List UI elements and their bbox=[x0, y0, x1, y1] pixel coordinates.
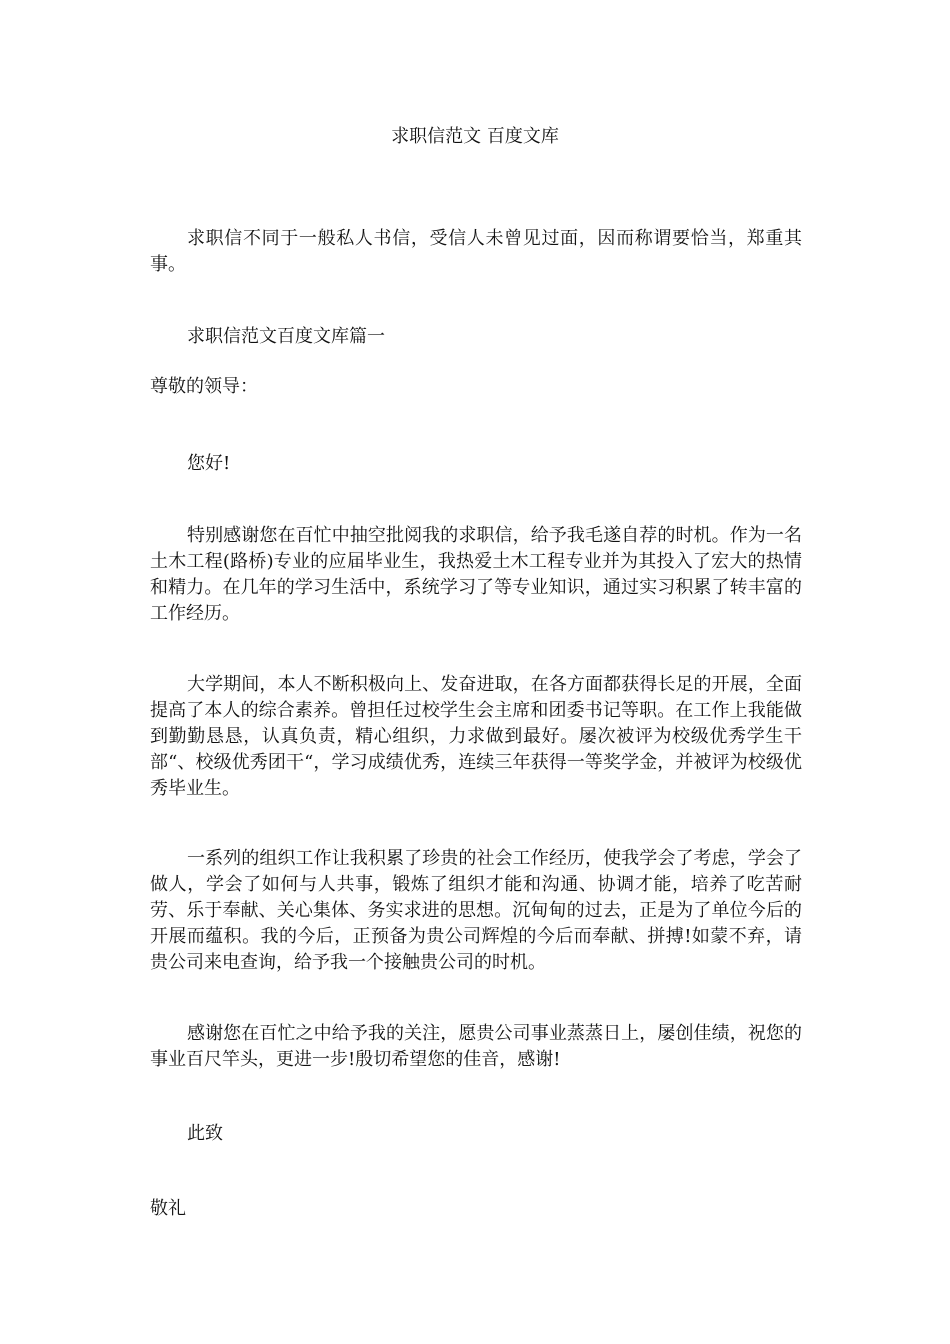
closing-line-2: 敬礼 bbox=[150, 1198, 186, 1219]
greeting: 您好! bbox=[187, 453, 231, 474]
salutation: 尊敬的领导： bbox=[150, 376, 258, 397]
intro-paragraph: 求职信不同于一般私人书信，受信人未曾见过面，因而称谓要恰当，郑重其事。 bbox=[150, 228, 802, 275]
body-paragraph-1: 特别感谢您在百忙中抽空批阅我的求职信，给予我毛遂自荐的时机。作为一名土木工程(路桥)专业的应届毕业生，我热爱土木工程专业并为其投入了宏大的热情和精力。在几年的学习生活中，系统学习了等专业知识，通过实习积累了转丰富的工作经历。 bbox=[150, 525, 802, 624]
body-paragraph-3: 一系列的组织工作让我积累了珍贵的社会工作经历，使我学会了考虑，学会了做人，学会了如何与人共事，锻炼了组织才能和沟通、协调才能，培养了吃苦耐劳、乐于奉献、关心集体、务实求进的思想。沉甸甸的过去，正是为了单位今后的开展而蕴积。我的今后，正预备为贵公司辉煌的今后而奉献、拼搏!如蒙不弃，请贵公司来电查询，给予我一个接触贵公司的时机。 bbox=[150, 848, 802, 973]
body-paragraph-4: 感谢您在百忙之中给予我的关注，愿贵公司事业蒸蒸日上，屡创佳绩，祝您的事业百尺竿头，更进一步!殷切希望您的佳音，感谢! bbox=[150, 1023, 802, 1070]
closing-line-1: 此致 bbox=[187, 1123, 223, 1144]
section-heading: 求职信范文百度文库篇一 bbox=[187, 326, 385, 347]
body-paragraph-2: 大学期间，本人不断积极向上、发奋进取，在各方面都获得长足的开展，全面提高了本人的综合素养。曾担任过校学生会主席和团委书记等职。在工作上我能做到勤勤恳恳，认真负责，精心组织，力求做到最好。屡次被评为校级优秀学生干部“、校级优秀团干“，学习成绩优秀，连续三年获得一等奖学金，并被评为校级优秀毕业生。 bbox=[150, 674, 802, 799]
document-title: 求职信范文 百度文库 bbox=[391, 126, 559, 147]
